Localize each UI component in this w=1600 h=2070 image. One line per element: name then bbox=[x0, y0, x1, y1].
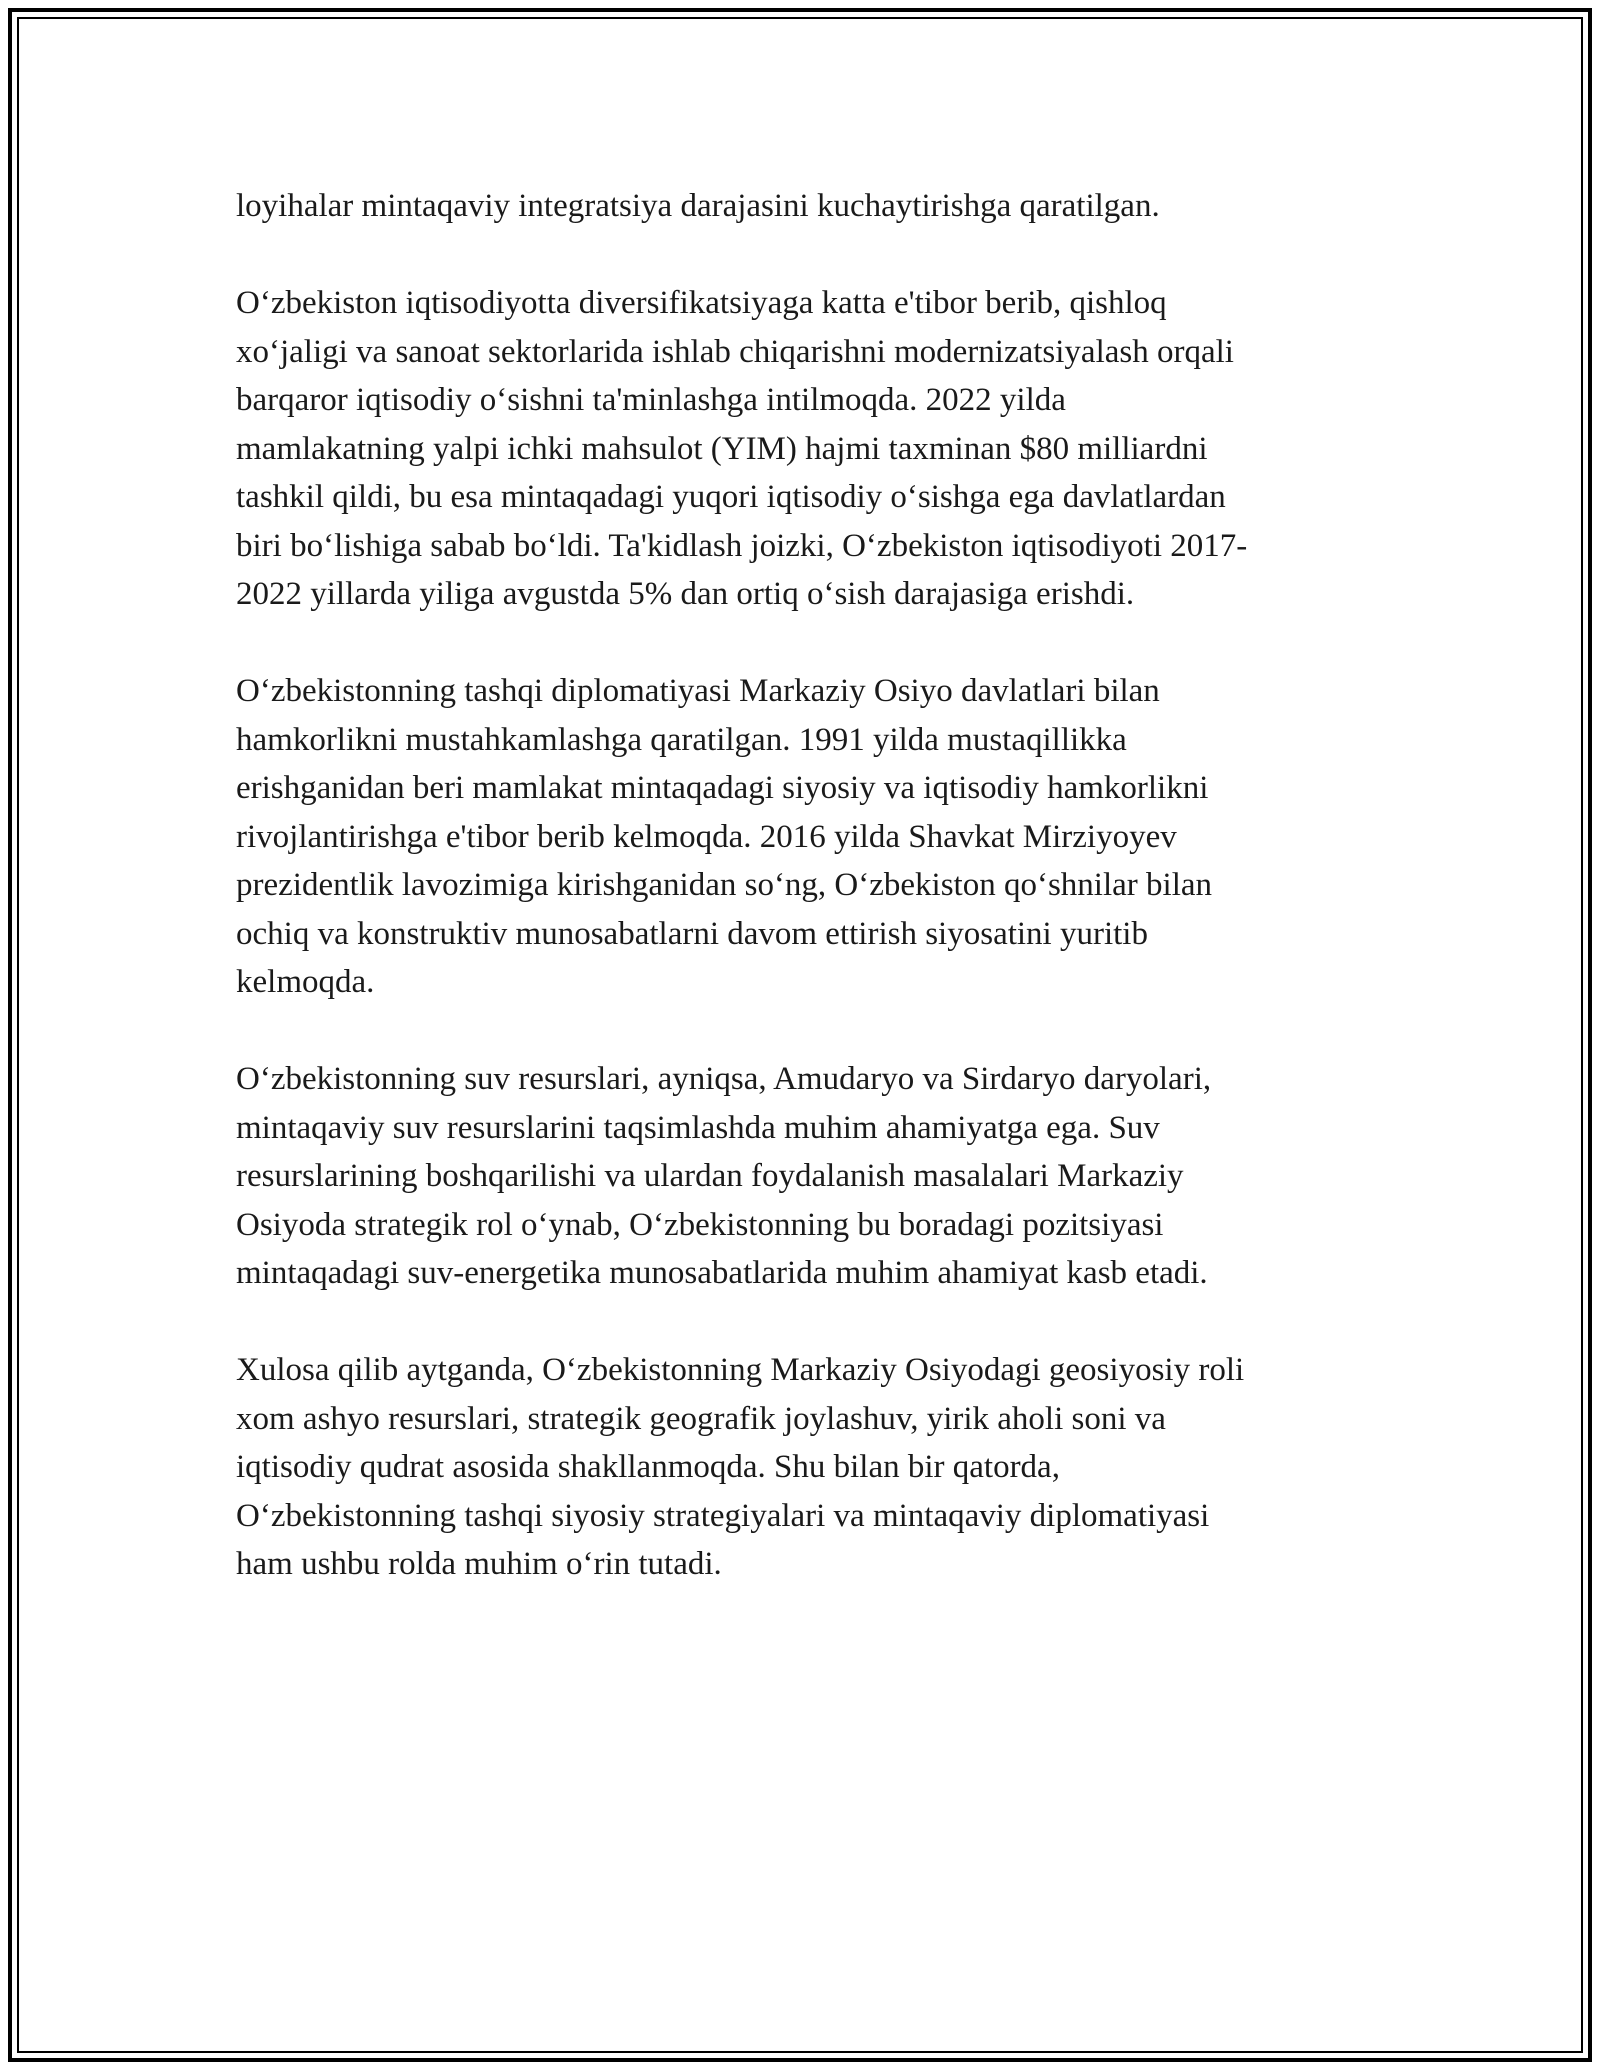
paragraph: O‘zbekistonning suv resurslari, ayniqsa, Amudaryo va Sirdaryo daryolari, mintaqaviy suv resurslarini taqsimlashda muhim ahamiyatga ega. Suv resurslarining boshqarilishi va ulardan foydalanish masalalari Markaziy Osiyoda strategik rol o‘ynab, O‘zbekistonning bu boradagi pozitsiyasi mintaqadagi suv-energetika munosabatlarida muhim ahamiyat kasb etadi. bbox=[236, 1061, 1212, 1291]
paragraph: Xulosa qilib aytganda, O‘zbekistonning Markaziy Osiyodagi geosiyosiy roli xom ashyo resurslari, strategik geografik joylashuv, yirik aholi soni va iqtisodiy qudrat asosida shakllanmoqda. Shu bilan bir qatorda, O‘zbekistonning tashqi siyosiy strategiyalari va mintaqaviy diplomatiyasi ham ushbu rolda muhim o‘rin tutadi. bbox=[236, 1352, 1245, 1582]
paragraph: O‘zbekiston iqtisodiyotta diversifikatsiyaga katta e'tibor berib, qishloq xo‘jaligi va sanoat sektorlarida ishlab chiqarishni modernizatsiyalash orqali barqaror iqtisodiy o‘sishni ta'minlashga intilmoqda. 2022 yilda mamlakatning yalpi ichki mahsulot (YIM) hajmi taxminan $80 milliardni tashkil qildi, bu esa mintaqadagi yuqori iqtisodiy o‘sishga ega davlatlardan biri bo‘lishiga sabab bo‘ldi. Ta'kidlash joizki, O‘zbekiston iqtisodiyoti 2017- 2022 yillarda yiliga avgustda 5% dan ortiq o‘sish darajasiga erishdi. bbox=[236, 285, 1248, 612]
document-body bbox=[236, 182, 1406, 1637]
paragraph: O‘zbekistonning tashqi diplomatiyasi Markaziy Osiyo davlatlari bilan hamkorlikni mustahkamlashga qaratilgan. 1991 yilda mustaqillikka erishganidan beri mamlakat mintaqadagi siyosiy va iqtisodiy hamkorlikni rivojlantirishga e'tibor berib kelmoqda. 2016 yilda Shavkat Mirziyoyev prezidentlik lavozimiga kirishganidan so‘ng, O‘zbekiston qo‘shnilar bilan ochiq va konstruktiv munosabatlarni davom ettirish siyosatini yuritib kelmoqda. bbox=[236, 673, 1213, 1000]
paragraph: loyihalar mintaqaviy integratsiya darajasini kuchaytirishga qaratilgan. bbox=[236, 188, 1160, 224]
